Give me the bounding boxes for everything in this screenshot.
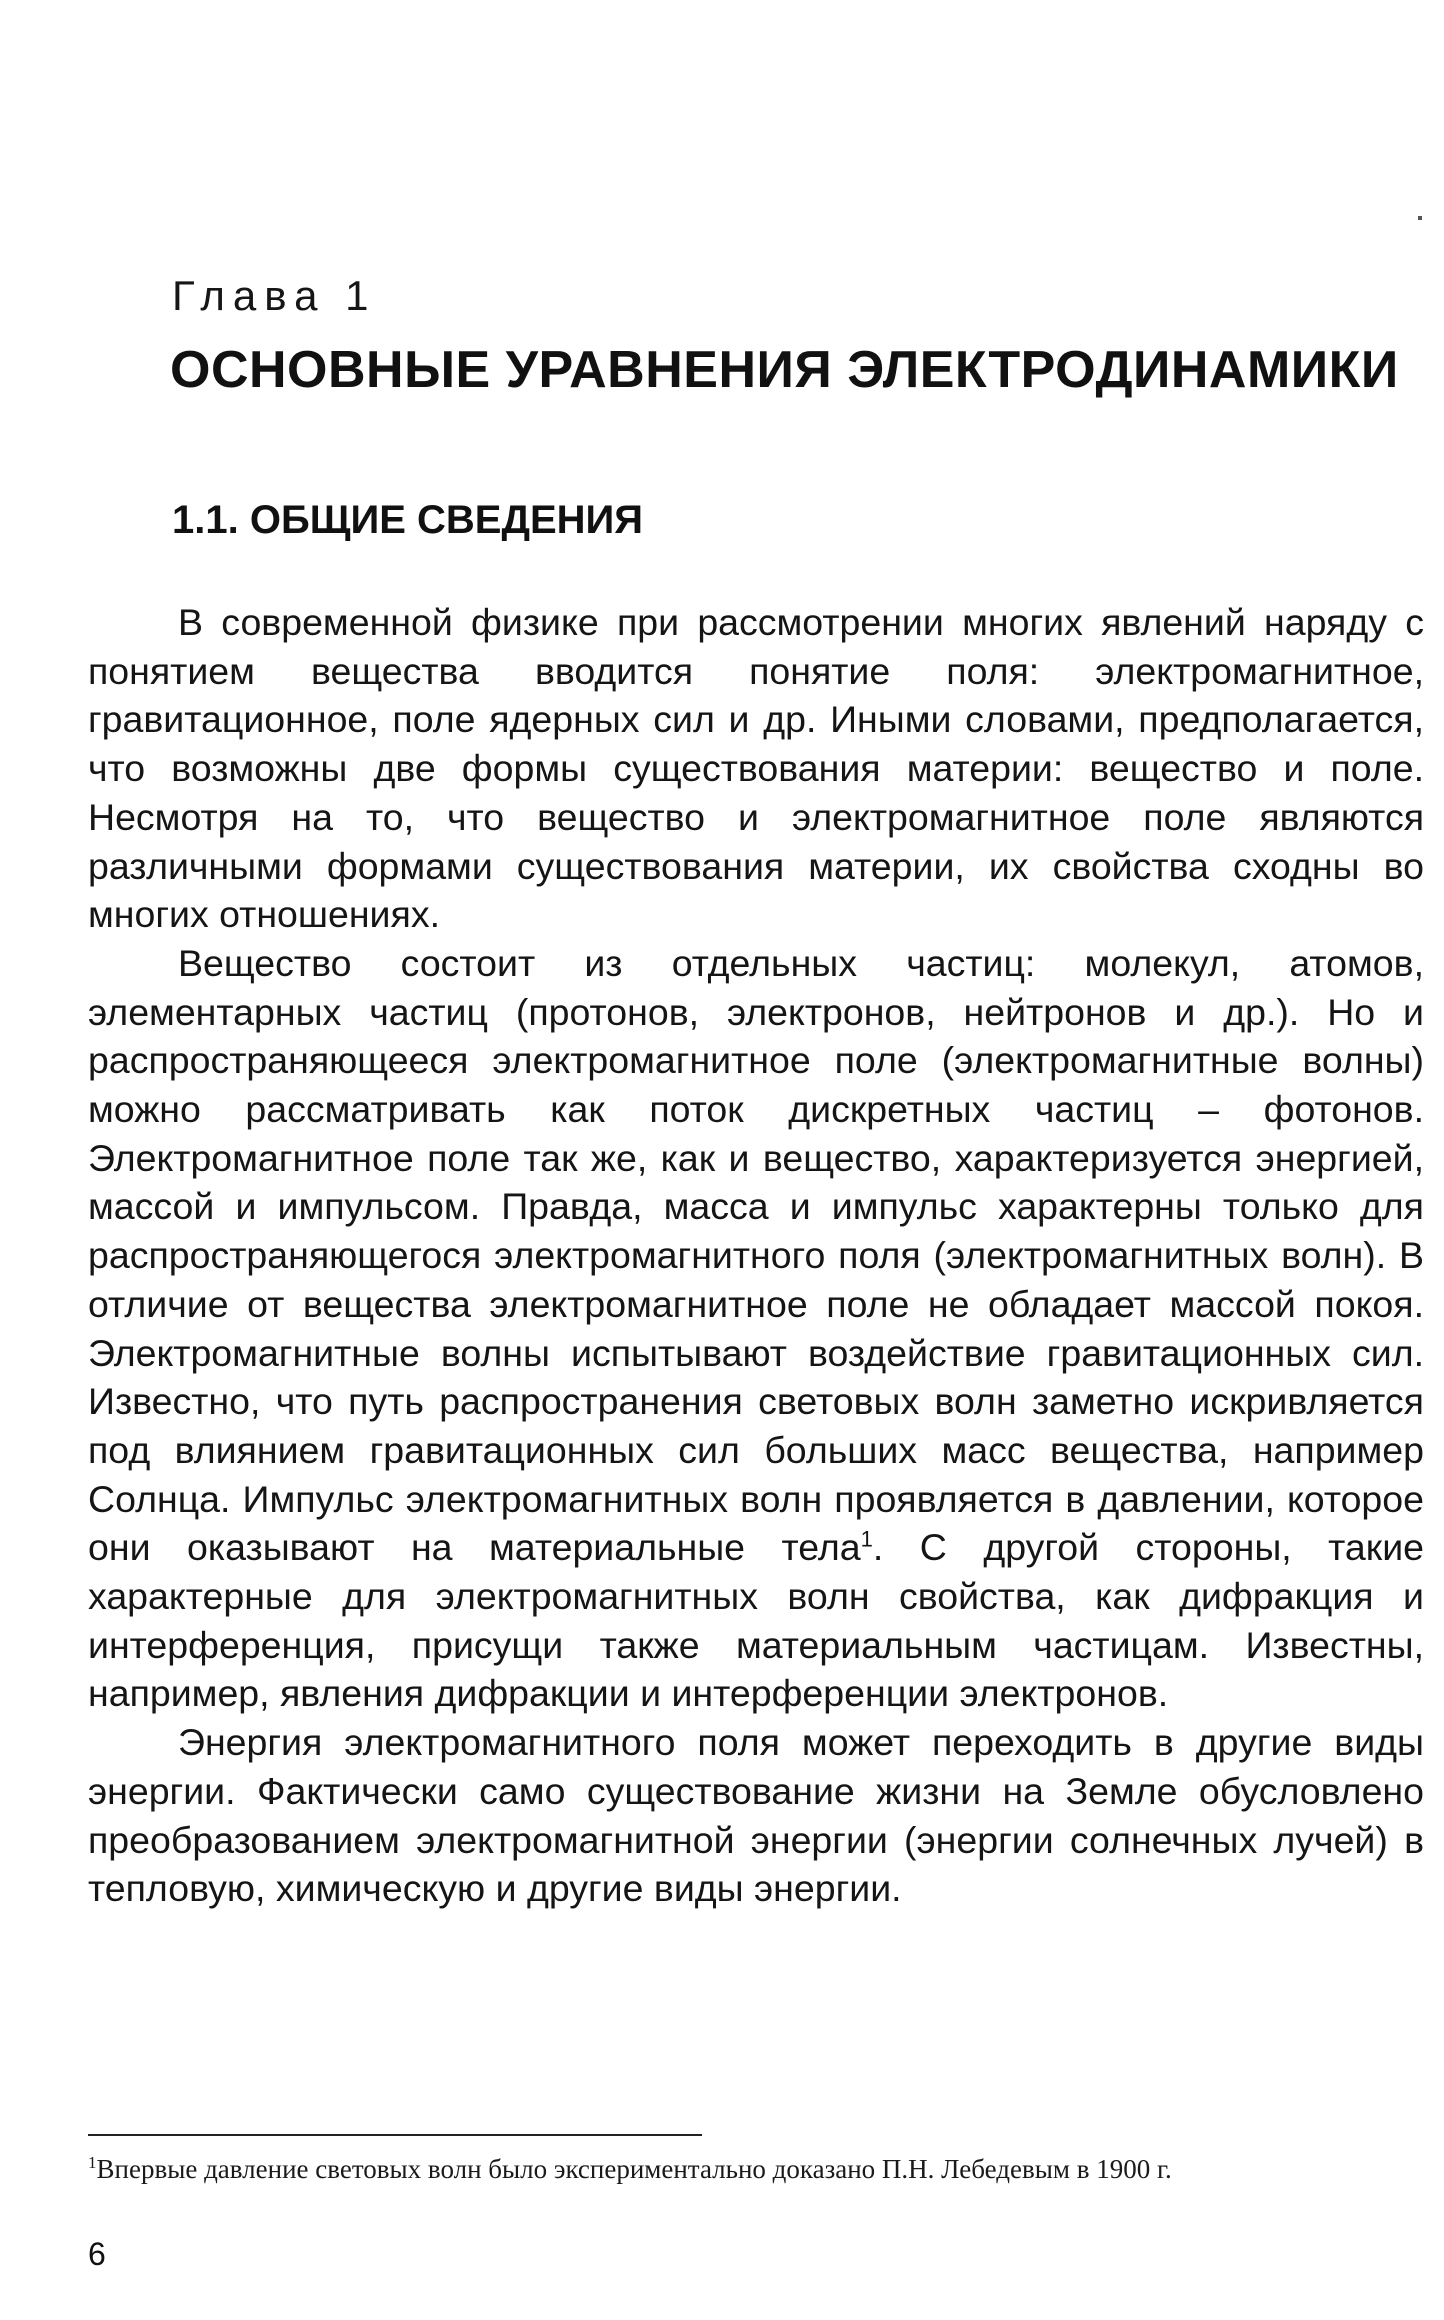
body-text xyxy=(88,598,1424,1913)
paragraph-3: Энергия электромагнитного поля может переходить в другие виды энергии. Фактически само существование жизни на Земле обусловлено преобразованием электромагнитной энергии (энергии солнечных лучей) в тепловую, химическую и другие виды энергии. xyxy=(88,1721,1424,1910)
paragraph-2-part-1: Вещество состоит из отдельных частиц: молекул, атомов, элементарных частиц (протонов, электронов, нейтронов и др.). Но и распространяющееся электромагнитное поле (электромагнитные волны) можно рассматривать как поток дискретных частиц – фотонов. Электромагнитное поле так же, как и вещество, характеризуется энергией, массой и импульсом. Правда, масса и импульс характерны только для распространяющегося электромагнитного поля (электромагнитных волн). В отличие от вещества электромагнитное поле не обладает массой покоя. Электромагнитные волны испытывают воздействие гравитационных сил. Известно, что путь распространения световых волн заметно искривляется под влиянием гравитационных сил больших масс вещества, например Солнца. Импульс электромагнитных волн проявляется в давлении, которое они оказывают на материальные тела xyxy=(88,941,1424,1569)
chapter-label: Глава 1 xyxy=(172,272,377,319)
chapter-title: ОСНОВНЫЕ УРАВНЕНИЯ ЭЛЕКТРОДИНАМИКИ xyxy=(170,341,1399,399)
scan-speck xyxy=(1418,216,1422,220)
footnote-reference[interactable]: 1 xyxy=(860,1526,873,1552)
page-number: 6 xyxy=(88,2236,106,2272)
footnote-text: Впервые давление световых волн было экспериментально доказано П.Н. Лебедевым в 1900 г. xyxy=(96,2154,1172,2184)
paragraph-1: В современной физике при рассмотрении многих явлений наряду с понятием вещества вводится понятие поля: электромагнитное, гравитационное, поле ядерных сил и др. Иными словами, предполагается, что возможны две формы существования материи: вещество и поле. Несмотря на то, что вещество и электромагнитное поле являются различными формами существования материи, их свойства сходны во многих отношениях. xyxy=(88,601,1424,936)
footnote-divider xyxy=(88,2134,702,2136)
paragraph-2-part-2: . С другой стороны, такие характерные для электромагнитных волн свойства, как дифракция и интерференция, присущи также материальным частицам. Известны, например, явления дифракции и интерференции электронов. xyxy=(88,1526,1424,1715)
footnote xyxy=(88,2152,1424,2187)
section-title: 1.1. ОБЩИЕ СВЕДЕНИЯ xyxy=(172,498,644,542)
footnote-mark: 1 xyxy=(88,2153,97,2172)
paragraph-2 xyxy=(88,939,1424,1718)
